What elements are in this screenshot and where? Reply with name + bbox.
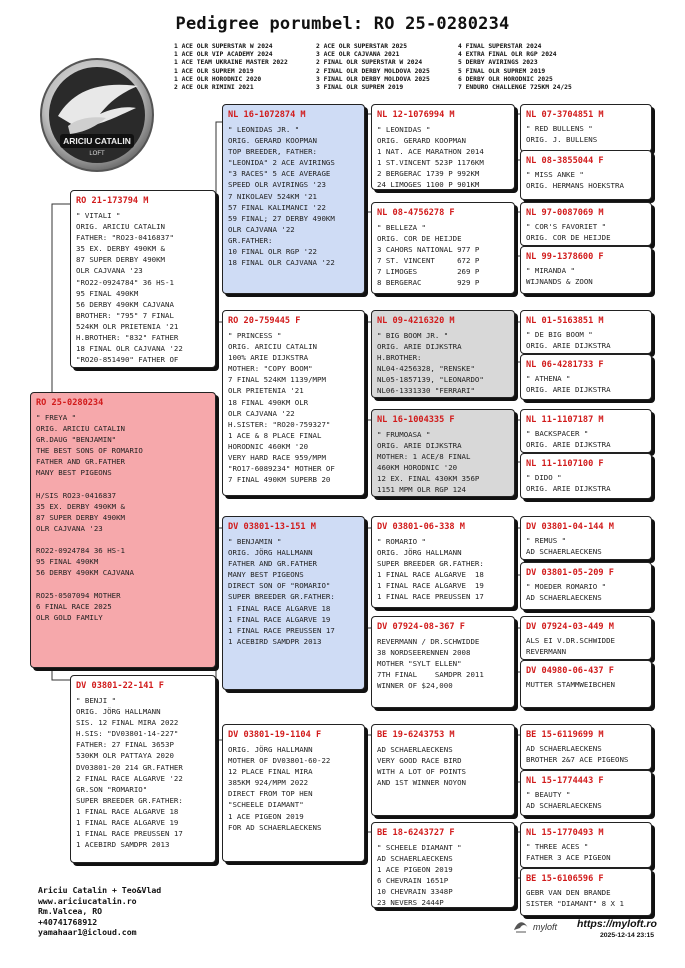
description-line: " ATHENA ": [526, 374, 571, 383]
description-line: 35 EX. DERBY 490KM &: [36, 501, 125, 511]
contact-line: Ariciu Catalin + Teo&Vlad: [38, 885, 162, 895]
description-line: OLR CAJVANA '22: [228, 408, 295, 418]
pigeon-description: [521, 167, 651, 192]
pedigree-card-gen4[interactable]: [520, 516, 652, 560]
achievement-item: 2 FINAL OLR SUPERSTAR W 2024: [316, 59, 423, 67]
description-line: " VITALI ": [76, 211, 121, 220]
description-line: " MIRANDA ": [526, 266, 575, 275]
pedigree-card-gen4[interactable]: [520, 822, 652, 868]
ring-number: BE 18-6243727 F: [377, 828, 455, 838]
pigeon-description: [372, 533, 514, 603]
description-line: " MOEDER ROMARIO ": [526, 582, 607, 591]
description-line: SUPER BREEDER GR.FATHER:: [228, 592, 335, 602]
description-line: 1 ACE PIGEON 2019: [377, 865, 453, 875]
site-link[interactable]: https://myloft.ro: [577, 918, 657, 930]
pigeon-description: [223, 327, 364, 485]
ring-number: NL 08-4756278 F: [377, 208, 455, 218]
description-line: ORIG. ARIE DIJKSTRA: [377, 342, 462, 352]
pedigree-card-ff[interactable]: [222, 104, 365, 294]
description-line: FATHER: 27 FINAL 3653P: [76, 740, 174, 750]
contact-line: yamahaar1@icloud.com: [38, 927, 137, 937]
pedigree-card-gen4[interactable]: [520, 310, 652, 354]
brand-name: myloft: [533, 922, 558, 932]
description-line: REVERMANN / DR.SCHWIDDE: [377, 637, 480, 646]
description-line: ALS EI V.DR.SCHWIDDE: [526, 636, 615, 645]
description-line: 1 ST.VINCENT 523P 1176KM: [377, 158, 484, 168]
description-line: H/SIS RO23-0416837: [36, 490, 117, 500]
pedigree-card-mm[interactable]: [222, 724, 365, 862]
pigeon-description: [521, 371, 651, 396]
pigeon-description: [372, 426, 514, 496]
description-line: OLR PRIETENIA '21: [228, 386, 304, 396]
description-line: MUTTER STAMMWEIBCHEN: [526, 680, 615, 689]
description-line: GR.FATHER:: [228, 235, 273, 245]
pedigree-card-fmm[interactable]: [371, 409, 515, 497]
ring-number: NL 01-5163851 M: [526, 316, 604, 326]
description-line: " REMUS ": [526, 536, 567, 545]
ring-number: DV 07924-03-449 M: [526, 622, 614, 632]
achievement-item: 2 FINAL OLR DERBY MOLDOVA 2025: [316, 67, 430, 75]
pigeon-description: [372, 839, 514, 908]
pedigree-card-gen4[interactable]: [520, 246, 652, 294]
pigeon-description: [521, 633, 651, 658]
description-line: 1 ACEBIRD SAMDPR 2013: [228, 636, 322, 646]
pedigree-card-gen4[interactable]: [520, 202, 652, 246]
achievement-item: 3 FINAL OLR SUPREM 2019: [316, 83, 404, 91]
description-line: 7 FINAL 490KM SUPERB 20: [228, 475, 331, 485]
ring-number: RO 20-759445 F: [228, 316, 301, 326]
description-line: TOP BREEDER, FATHER:: [228, 147, 317, 157]
description-line: " LEONIDAS ": [377, 125, 431, 134]
description-line: MANY BEST PIGEONS: [228, 570, 304, 580]
pedigree-card-gen4[interactable]: [520, 868, 652, 916]
achievement-item: 1 ACE OLR SUPERSTAR W 2024: [174, 43, 273, 50]
description-line: OLR CAJVANA '23: [76, 266, 143, 276]
description-line: [36, 578, 211, 589]
description-line: 1 ACEBIRD SAMDPR 2013: [76, 840, 170, 850]
pedigree-card-gen4[interactable]: [520, 616, 652, 660]
pedigree-card-fm[interactable]: [222, 310, 365, 496]
description-line: ORIG. J. BULLENS: [526, 135, 598, 145]
ring-number: DV 03801-06-338 M: [377, 522, 465, 532]
achievement-item: 1 ACE TEAM UKRAINE MASTER 2022: [174, 59, 288, 67]
description-line: "RO17-6089234" MOTHER OF: [228, 464, 335, 474]
ring-number: DV 03801-05-209 F: [526, 568, 614, 578]
pedigree-card-fmf[interactable]: [371, 310, 515, 398]
description-line: AD SCHAERLAECKENS: [526, 593, 602, 603]
pigeon-description: [372, 121, 514, 190]
achievement-item: 1 ACE OLR VIP ACADEMY 2024: [174, 51, 273, 59]
ring-number: NL 16-1072874 M: [228, 110, 306, 120]
description-line: 1 ACE PIGEON 2019: [228, 811, 304, 821]
description-line: 18 FINAL OLR CAJVANA '22: [76, 344, 183, 354]
description-line: FATHER AND GR.FATHER: [36, 457, 125, 467]
pedigree-card-gen4[interactable]: [520, 150, 652, 200]
description-line: " FREYA ": [36, 413, 77, 422]
ring-number: BE 15-6106596 F: [526, 874, 604, 884]
description-line: 18 FINAL 490KM OLR: [228, 397, 309, 407]
description-line: 1 FINAL RACE PREUSSEN 17: [228, 625, 335, 635]
description-line: VERY HARD RACE 959/MPM: [228, 453, 326, 463]
ring-number: NL 97-0087069 M: [526, 208, 604, 218]
description-line: GR.DAUG "BENJAMIN": [36, 435, 117, 445]
description-line: 6 CHEVRAIN 1651P: [377, 876, 449, 886]
description-line: RO22-0924784 36 HS-1: [36, 546, 125, 556]
description-line: 1 FINAL RACE ALGARVE 19: [228, 614, 331, 624]
description-line: " BACKSPACER ": [526, 429, 589, 438]
description-line: OLR CAJVANA '22: [228, 224, 295, 234]
description-line: " SCHEELE DIAMANT ": [377, 843, 462, 852]
pedigree-card-gen4[interactable]: [520, 354, 652, 400]
description-line: RO25-0507094 MOTHER: [36, 590, 121, 600]
description-line: FOR AD SCHAERLAECKENS: [228, 822, 322, 832]
description-line: H.SIS: "DV03801-14-227": [76, 729, 179, 739]
pigeon-description: [521, 426, 651, 451]
description-line: 1 ACE & 8 PLACE FINAL: [228, 430, 322, 440]
pigeon-description: [223, 741, 364, 833]
description-line: 10 FINAL OLR RGP '22: [228, 247, 317, 257]
print-date: 2025-12-14 23:15: [600, 932, 655, 939]
pigeon-description: [521, 263, 651, 288]
description-line: 1 NAT. ACE MARATHON 2014: [377, 147, 484, 157]
description-line: ORIG. HERMANS HOEKSTRA: [526, 181, 624, 191]
achievement-item: 2 ACE OLR RIMINI 2021: [174, 83, 254, 91]
description-line: 1 FINAL RACE PREUSSEN 17: [377, 592, 484, 602]
ring-number: NL 11-1107100 F: [526, 459, 604, 469]
pigeon-description: [223, 121, 364, 268]
description-line: AD SCHAERLAECKENS: [377, 854, 453, 864]
description-line: ORIG. JÖRG HALLMANN: [228, 745, 313, 754]
pigeon-description: [521, 533, 651, 558]
description-line: "LEONIDA" 2 ACE AVIRINGS: [228, 158, 335, 168]
description-line: 7 LIMOGES 269 P: [377, 267, 480, 277]
pedigree-card-fff[interactable]: [371, 104, 515, 190]
description-line: MOTHER OF DV03801-60-22: [228, 756, 331, 766]
pedigree-card-gen4[interactable]: [520, 453, 652, 499]
ring-number: NL 99-1378600 F: [526, 252, 604, 262]
ring-number: NL 15-1770493 M: [526, 828, 604, 838]
description-line: 87 SUPER DERBY 490KM: [36, 512, 125, 522]
achievement-item: 3 ACE OLR CAJVANA 2021: [316, 51, 400, 59]
achievement-item: 4 FINAL SUPERSTAR 2024: [458, 43, 542, 50]
pigeon-description: [521, 677, 651, 691]
description-line: AD SCHAERLAECKENS: [526, 744, 602, 753]
ring-number: DV 03801-13-151 M: [228, 522, 316, 532]
description-line: "RO20-851490" FATHER OF: [76, 355, 179, 365]
description-line: 18 FINAL OLR CAJVANA '22: [228, 258, 335, 268]
description-line: MOTHER "SYLT ELLEN": [377, 659, 462, 669]
pedigree-card-father[interactable]: [70, 190, 216, 368]
description-line: " BIG BOOM JR. ": [377, 331, 449, 340]
description-line: OLR CAJVANA '23: [36, 523, 103, 533]
pedigree-card-ffm[interactable]: [371, 202, 515, 294]
description-line: H.BROTHER:: [377, 353, 422, 363]
pedigree-card-mff[interactable]: [371, 516, 515, 608]
description-line: 95 FINAL 490KM: [76, 288, 139, 298]
pedigree-card-mfm[interactable]: [371, 616, 515, 708]
description-line: 95 FINAL 490KM: [36, 557, 99, 567]
description-line: NL04-4256328, "RENSKE": [377, 364, 475, 374]
description-line: " BELLEZA ": [377, 223, 426, 232]
description-line: BROTHER 2&7 ACE PIGEONS: [526, 755, 629, 765]
description-line: ORIG. COR DE HEIJDE: [526, 233, 611, 243]
description-line: ORIG. ARIE DIJKSTRA: [377, 441, 462, 451]
description-line: ORIG. GERARD KOOPMAN: [228, 136, 317, 146]
breeder-contact: [38, 885, 161, 938]
pigeon-description: [31, 409, 215, 623]
description-line: 1 FINAL RACE ALGARVE 18: [76, 806, 179, 816]
description-line: ORIG. ARIE DIJKSTRA: [526, 341, 611, 351]
ring-number: NL 06-4281733 F: [526, 360, 604, 370]
ring-number: RO 25-0280234: [36, 398, 104, 408]
pigeon-description: [71, 692, 215, 850]
description-line: ORIG. ARIE DIJKSTRA: [526, 385, 611, 395]
description-line: 38 NORDSEERENNEN 2008: [377, 648, 471, 658]
description-line: " RED BULLENS ": [526, 124, 593, 133]
pedigree-card-mother[interactable]: [70, 675, 216, 863]
description-line: 87 SUPER DERBY 490KM: [76, 255, 165, 265]
description-line: WIJNANDS & ZOON: [526, 277, 593, 287]
pigeon-description: [521, 885, 651, 910]
description-line: MOTHER: 1 ACE/8 FINAL: [377, 452, 471, 462]
description-line: FATHER AND GR.FATHER: [228, 559, 317, 569]
contact-line: +40741768912: [38, 916, 98, 927]
ring-number: NL 16-1004335 F: [377, 415, 455, 425]
pigeon-description: [71, 207, 215, 365]
logo-text: ARICIU CATALIN: [63, 136, 131, 146]
description-line: GR.SON "ROMARIO": [76, 784, 148, 794]
pedigree-card-gen4[interactable]: [520, 562, 652, 610]
pedigree-card-subject[interactable]: [30, 392, 216, 668]
description-line: " DE BIG BOOM ": [526, 330, 593, 339]
description-line: " BENJAMIN ": [228, 537, 282, 546]
ring-number: DV 04980-06-437 F: [526, 666, 614, 676]
pedigree-card-gen4[interactable]: [520, 770, 652, 816]
pigeon-description: [521, 219, 651, 244]
description-line: " ROMARIO ": [377, 537, 426, 546]
description-line: MANY BEST PIGEONS: [36, 468, 112, 478]
description-line: DIRECT FROM TOP HEN: [228, 789, 313, 799]
contact-line: Rm.Valcea, RO: [38, 906, 103, 916]
description-line: AND 1ST WINNER NOYON: [377, 778, 466, 788]
pigeon-description: [521, 121, 651, 146]
pigeon-description: [521, 327, 651, 352]
description-line: 1 FINAL RACE ALGARVE 19: [377, 581, 484, 591]
description-line: ORIG. JÖRG HALLMANN: [76, 707, 161, 717]
description-line: DIRECT SON OF "ROMARIO": [228, 581, 331, 591]
description-line: SISTER "DIAMANT" 8 X 1: [526, 899, 624, 909]
description-line: THE BEST SONS OF ROMARIO: [36, 446, 143, 456]
ring-number: DV 03801-04-144 M: [526, 522, 614, 532]
description-line: NL06-1331330 "FERRARI": [377, 386, 475, 396]
achievement-item: 1 ACE OLR HORODNIC 2020: [174, 75, 262, 83]
ring-number: DV 03801-22-141 F: [76, 681, 164, 691]
description-line: 12 EX. FINAL 430KM 356P: [377, 474, 480, 484]
description-line: NL05-1857139, "LEONARDO": [377, 375, 484, 385]
description-line: SIS. 12 FINAL MIRA 2022: [76, 718, 179, 728]
pedigree-card-gen4[interactable]: [520, 724, 652, 770]
achievement-item: 3 FINAL OLR DERBY MOLDOVA 2025: [316, 75, 430, 83]
description-line: 7 ST. VINCENT 672 P: [377, 256, 480, 266]
pigeon-description: [372, 633, 514, 691]
description-line: ORIG. JÖRG HALLMANN: [377, 548, 462, 558]
description-line: 8 BERGERAC 929 P: [377, 278, 480, 288]
achievement-item: 5 FINAL OLR SUPREM 2019: [458, 67, 546, 75]
description-line: ORIG. ARIE DIJKSTRA: [526, 484, 611, 494]
description-line: 12 PLACE FINAL MIRA: [228, 767, 313, 777]
description-line: 10 CHEVRAIN 3348P: [377, 887, 453, 897]
description-line: AD SCHAERLAECKENS: [526, 547, 602, 557]
pedigree-card-mmm[interactable]: [371, 822, 515, 908]
description-line: AD SCHAERLAECKENS: [377, 745, 453, 754]
ring-number: DV 03801-19-1104 F: [228, 730, 322, 740]
description-line: " BENJI ": [76, 696, 117, 705]
description-line: " LEONIDAS JR. ": [228, 125, 300, 134]
description-line: 56 DERBY 490KM CAJVANA: [76, 299, 174, 309]
pedigree-card-gen4[interactable]: [520, 660, 652, 708]
description-line: ORIG. ARIE DIJKSTRA: [526, 440, 611, 450]
description-line: REVERMANN: [526, 647, 567, 657]
description-line: DV03801-20 214 GR.FATHER: [76, 762, 183, 772]
description-line: H.SISTER: "RO20-759327": [228, 419, 331, 429]
description-line: ORIG. GERARD KOOPMAN: [377, 136, 466, 146]
ring-number: NL 15-1774443 F: [526, 776, 604, 786]
pedigree-card-gen4[interactable]: [520, 104, 652, 152]
pedigree-card-mf[interactable]: [222, 516, 365, 690]
ring-number: NL 09-4216320 M: [377, 316, 455, 326]
pigeon-description: [372, 327, 514, 397]
description-line: "3 RACES" 5 ACE AVERAGE: [228, 169, 331, 179]
pigeon-description: [521, 787, 651, 812]
pigeon-description: [521, 741, 651, 766]
ring-number: NL 11-1107187 M: [526, 415, 604, 425]
description-line: 59 FINAL; 27 DERBY 490KM: [228, 213, 335, 223]
ring-number: DV 07924-08-367 F: [377, 622, 465, 632]
description-line: 524KM OLR PRIETENIA '21: [76, 321, 179, 331]
description-line: BROTHER: "795" 7 FINAL: [76, 310, 174, 320]
description-line: " DIDO ": [526, 473, 562, 482]
achievement-item: 2 ACE OLR SUPERSTAR 2025: [316, 43, 407, 50]
description-line: "SCHEELE DIAMANT": [228, 800, 304, 810]
ring-number: NL 07-3704851 M: [526, 110, 604, 120]
description-line: 35 EX. DERBY 490KM &: [76, 244, 165, 254]
description-line: 1 FINAL RACE PREUSSEN 17: [76, 829, 183, 839]
description-line: " COR'S FAVORIET ": [526, 222, 607, 231]
description-line: 2 BERGERAC 1739 P 992KM: [377, 169, 480, 179]
description-line: 530KM OLR PATTAYA 2020: [76, 751, 174, 761]
description-line: WINNER OF $24,000: [377, 681, 453, 691]
description-line: 100% ARIE DIJKSTRA: [228, 353, 309, 363]
description-line: FATHER 3 ACE PIGEON: [526, 853, 611, 863]
description-line: 1 FINAL RACE ALGARVE 18: [377, 570, 484, 580]
description-line: MOTHER: "COPY BOOM": [228, 364, 313, 374]
description-line: VERY GOOD RACE BIRD: [377, 756, 462, 766]
description-line: OLR GOLD FAMILY: [36, 612, 103, 622]
description-line: 7 NIKOLAEV 524KM '21: [228, 191, 317, 201]
description-line: ORIG. JÖRG HALLMANN: [228, 548, 313, 558]
description-line: " THREE ACES ": [526, 842, 589, 851]
description-line: 460KM HORODNIC '20: [377, 463, 458, 473]
ring-number: BE 15-6119699 M: [526, 730, 604, 740]
description-line: 6 FINAL RACE 2025: [36, 601, 112, 611]
description-line: ORIG. ARICIU CATALIN: [76, 222, 165, 232]
description-line: " BEAUTY ": [526, 790, 571, 799]
ring-number: NL 08-3855044 F: [526, 156, 604, 166]
description-line: 1 FINAL RACE ALGARVE 18: [228, 603, 331, 613]
description-line: SUPER BREEDER GR.FATHER:: [76, 795, 183, 805]
description-line: HORODNIC 460KM '20: [228, 441, 309, 451]
pigeon-description: [521, 839, 651, 864]
description-line: WITH A LOT OF POINTS: [377, 767, 466, 777]
description-line: ORIG. ARICIU CATALIN: [228, 342, 317, 352]
ring-number: BE 19-6243753 M: [377, 730, 455, 740]
description-line: " FRUMOASA ": [377, 430, 431, 439]
description-line: 385KM 924/MPM 2022: [228, 778, 309, 788]
description-line: ORIG. ARICIU CATALIN: [36, 424, 125, 434]
description-line: AD SCHAERLAECKENS: [526, 801, 602, 811]
description-line: 57 FINAL KALIMANCI '22: [228, 202, 326, 212]
description-line: "RO22-0924784" 36 HS-1: [76, 277, 174, 287]
description-line: SPEED OLR AVIRINGS '23: [228, 180, 326, 190]
description-line: [36, 534, 211, 545]
ring-number: RO 21-173794 M: [76, 196, 149, 206]
description-line: " PRINCESS ": [228, 331, 282, 340]
description-line: FATHER: "RO23-0416837": [76, 233, 174, 243]
description-line: SUPER BREEDER GR.FATHER:: [377, 559, 484, 569]
description-line: 7TH FINAL SAMDPR 2011: [377, 670, 484, 680]
pedigree-card-mmf[interactable]: [371, 724, 515, 816]
description-line: 23 NEVERS 2444P: [377, 898, 444, 908]
description-line: 56 DERBY 490KM CAJVANA: [36, 568, 134, 578]
achievement-item: 7 ENDURO CHALLENGE 725KM 24/25: [458, 83, 572, 91]
contact-line: www.ariciucatalin.ro: [38, 895, 137, 906]
description-line: 2 FINAL RACE ALGARVE '22: [76, 773, 183, 783]
ring-number: NL 12-1076994 M: [377, 110, 455, 120]
achievement-item: 5 DERBY AVIRINGS 2023: [458, 59, 538, 67]
achievement-item: 4 EXTRA FINAL OLR RGP 2024: [458, 51, 557, 59]
description-line: ORIG. COR DE HEIJDE: [377, 234, 462, 244]
description-line: H.BROTHER: "832" FATHER: [76, 333, 179, 343]
pigeon-description: [223, 533, 364, 647]
achievement-item: 1 ACE OLR SUPREM 2019: [174, 67, 254, 75]
page-title: Pedigree porumbel: RO 25-0280234: [175, 14, 510, 34]
description-line: 3 CAHORS NATIONAL 977 P: [377, 245, 480, 255]
pigeon-description: [372, 219, 514, 289]
description-line: 1 FINAL RACE ALGARVE 19: [76, 818, 179, 828]
description-line: GEBR VAN DEN BRANDE: [526, 888, 611, 897]
logo-subtext: LOFT: [89, 151, 105, 157]
description-line: [36, 479, 211, 490]
pigeon-description: [521, 579, 651, 604]
description-line: 1151 MPM OLR RGP 124: [377, 485, 466, 495]
pedigree-card-gen4[interactable]: [520, 409, 652, 453]
achievement-item: 6 DERBY OLR HORODNIC 2025: [458, 75, 553, 83]
description-line: " MISS ANKE ": [526, 170, 584, 179]
description-line: 24 LIMOGES 1100 P 901KM: [377, 180, 480, 190]
pigeon-description: [521, 470, 651, 495]
description-line: 7 FINAL 524KM 1139/MPM: [228, 375, 326, 385]
pigeon-description: [372, 741, 514, 788]
